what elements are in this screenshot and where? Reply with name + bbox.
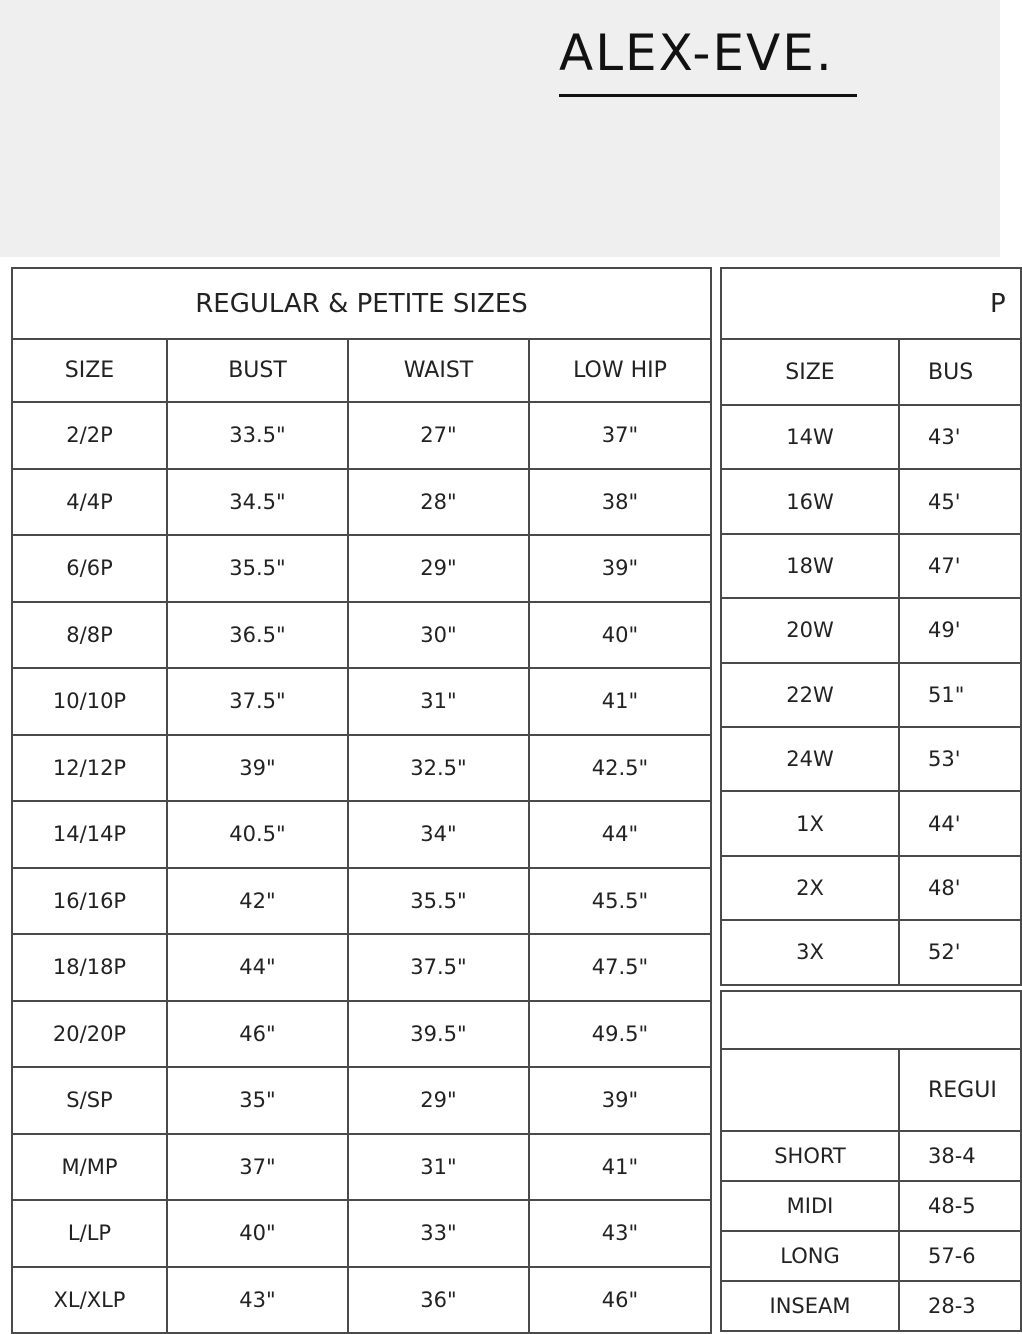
table-row bbox=[721, 663, 1021, 727]
size-label-cell: 18W bbox=[721, 534, 899, 598]
table-row bbox=[12, 934, 711, 1001]
size-label-cell: 18/18P bbox=[12, 934, 167, 1001]
measurement-cell: 31" bbox=[348, 668, 529, 735]
size-label-cell: 10/10P bbox=[12, 668, 167, 735]
measurement-cell: 43" bbox=[529, 1200, 711, 1267]
table-row bbox=[721, 469, 1021, 533]
measurement-cell: 32.5" bbox=[348, 735, 529, 802]
table-row bbox=[12, 735, 711, 802]
measurement-cell: 39" bbox=[529, 1067, 711, 1134]
measurement-cell: 33" bbox=[348, 1200, 529, 1267]
table-row bbox=[12, 1200, 711, 1267]
column-header: BUS bbox=[899, 339, 1021, 405]
measurement-cell: 40" bbox=[529, 602, 711, 669]
measurement-cell: 48-5 bbox=[899, 1181, 1021, 1231]
measurement-cell: 43' bbox=[899, 405, 1021, 469]
table-row bbox=[721, 1131, 1021, 1181]
size-label-cell: 12/12P bbox=[12, 735, 167, 802]
measurement-cell: 47' bbox=[899, 534, 1021, 598]
measurement-cell: 44' bbox=[899, 791, 1021, 855]
table-row bbox=[721, 920, 1021, 984]
measurement-cell: 35.5" bbox=[348, 868, 529, 935]
measurement-cell: 37.5" bbox=[167, 668, 348, 735]
measurement-cell: 46" bbox=[529, 1267, 711, 1334]
measurement-cell: 48' bbox=[899, 856, 1021, 920]
size-label-cell: 16W bbox=[721, 469, 899, 533]
measurement-cell: 47.5" bbox=[529, 934, 711, 1001]
table-row bbox=[721, 1231, 1021, 1281]
table-row bbox=[721, 856, 1021, 920]
size-label-cell: 20/20P bbox=[12, 1001, 167, 1068]
measurement-cell: 41" bbox=[529, 668, 711, 735]
column-header: WAIST bbox=[348, 339, 529, 402]
measurement-cell: 52' bbox=[899, 920, 1021, 984]
measurement-cell: 44" bbox=[529, 801, 711, 868]
table-row bbox=[721, 598, 1021, 662]
size-label-cell: XL/XLP bbox=[12, 1267, 167, 1334]
column-header: SIZE bbox=[721, 339, 899, 405]
measurement-cell: 39" bbox=[529, 535, 711, 602]
measurement-cell: 34.5" bbox=[167, 469, 348, 536]
measurement-cell: 30" bbox=[348, 602, 529, 669]
measurement-cell: 37" bbox=[167, 1134, 348, 1201]
measurement-cell: 28-3 bbox=[899, 1281, 1021, 1331]
size-label-cell: 24W bbox=[721, 727, 899, 791]
measurement-cell: 44" bbox=[167, 934, 348, 1001]
measurement-cell: 29" bbox=[348, 535, 529, 602]
table-row bbox=[12, 535, 711, 602]
measurement-cell: 35" bbox=[167, 1067, 348, 1134]
measurement-cell: 49' bbox=[899, 598, 1021, 662]
measurement-cell: 42" bbox=[167, 868, 348, 935]
table-row bbox=[12, 402, 711, 469]
measurement-cell: 33.5" bbox=[167, 402, 348, 469]
size-label-cell: MIDI bbox=[721, 1181, 899, 1231]
measurement-cell: 46" bbox=[167, 1001, 348, 1068]
measurement-cell: 34" bbox=[348, 801, 529, 868]
size-label-cell: 14/14P bbox=[12, 801, 167, 868]
size-label-cell: 2X bbox=[721, 856, 899, 920]
column-header bbox=[721, 1049, 899, 1131]
measurement-cell: 35.5" bbox=[167, 535, 348, 602]
length-table bbox=[720, 990, 1022, 1332]
column-header: SIZE bbox=[12, 339, 167, 402]
size-label-cell: 6/6P bbox=[12, 535, 167, 602]
measurement-cell: 36" bbox=[348, 1267, 529, 1334]
size-label-cell: INSEAM bbox=[721, 1281, 899, 1331]
measurement-cell: 39" bbox=[167, 735, 348, 802]
size-label-cell: 22W bbox=[721, 663, 899, 727]
size-label-cell: 16/16P bbox=[12, 868, 167, 935]
size-label-cell: SHORT bbox=[721, 1131, 899, 1181]
size-label-cell: 3X bbox=[721, 920, 899, 984]
measurement-cell: 27" bbox=[348, 402, 529, 469]
table-row bbox=[12, 868, 711, 935]
size-label-cell: 2/2P bbox=[12, 402, 167, 469]
size-label-cell: 20W bbox=[721, 598, 899, 662]
table-title: REGULAR & PETITE SIZES bbox=[12, 268, 711, 339]
table-title bbox=[721, 991, 1021, 1049]
measurement-cell: 36.5" bbox=[167, 602, 348, 669]
size-label-cell: M/MP bbox=[12, 1134, 167, 1201]
table-row bbox=[12, 469, 711, 536]
measurement-cell: 40.5" bbox=[167, 801, 348, 868]
table-row bbox=[721, 534, 1021, 598]
size-label-cell: 1X bbox=[721, 791, 899, 855]
column-header: LOW HIP bbox=[529, 339, 711, 402]
measurement-cell: 31" bbox=[348, 1134, 529, 1201]
column-header: REGUI bbox=[899, 1049, 1021, 1131]
measurement-cell: 28" bbox=[348, 469, 529, 536]
table-row bbox=[12, 1267, 711, 1334]
measurement-cell: 38-4 bbox=[899, 1131, 1021, 1181]
table-row bbox=[12, 1067, 711, 1134]
table-row bbox=[721, 1281, 1021, 1331]
plus-size-table bbox=[720, 267, 1022, 986]
measurement-cell: 42.5" bbox=[529, 735, 711, 802]
header-banner bbox=[0, 0, 1000, 257]
measurement-cell: 45' bbox=[899, 469, 1021, 533]
size-label-cell: LONG bbox=[721, 1231, 899, 1281]
table-row bbox=[12, 1001, 711, 1068]
table-row bbox=[12, 801, 711, 868]
table-row bbox=[721, 1181, 1021, 1231]
measurement-cell: 39.5" bbox=[348, 1001, 529, 1068]
column-header: BUST bbox=[167, 339, 348, 402]
table-title: P bbox=[721, 268, 1021, 339]
measurement-cell: 49.5" bbox=[529, 1001, 711, 1068]
size-label-cell: S/SP bbox=[12, 1067, 167, 1134]
table-row bbox=[12, 602, 711, 669]
regular-petite-size-table bbox=[11, 267, 712, 1334]
measurement-cell: 43" bbox=[167, 1267, 348, 1334]
measurement-cell: 57-6 bbox=[899, 1231, 1021, 1281]
measurement-cell: 40" bbox=[167, 1200, 348, 1267]
measurement-cell: 51" bbox=[899, 663, 1021, 727]
measurement-cell: 38" bbox=[529, 469, 711, 536]
logo-underline bbox=[559, 94, 857, 97]
measurement-cell: 37" bbox=[529, 402, 711, 469]
table-row bbox=[12, 668, 711, 735]
brand-logo: ALEX-EVE. bbox=[559, 24, 834, 82]
size-label-cell: 4/4P bbox=[12, 469, 167, 536]
measurement-cell: 45.5" bbox=[529, 868, 711, 935]
size-label-cell: L/LP bbox=[12, 1200, 167, 1267]
measurement-cell: 41" bbox=[529, 1134, 711, 1201]
measurement-cell: 37.5" bbox=[348, 934, 529, 1001]
size-label-cell: 8/8P bbox=[12, 602, 167, 669]
table-row bbox=[721, 405, 1021, 469]
measurement-cell: 53' bbox=[899, 727, 1021, 791]
table-row bbox=[12, 1134, 711, 1201]
table-row bbox=[721, 791, 1021, 855]
table-row bbox=[721, 727, 1021, 791]
size-label-cell: 14W bbox=[721, 405, 899, 469]
measurement-cell: 29" bbox=[348, 1067, 529, 1134]
